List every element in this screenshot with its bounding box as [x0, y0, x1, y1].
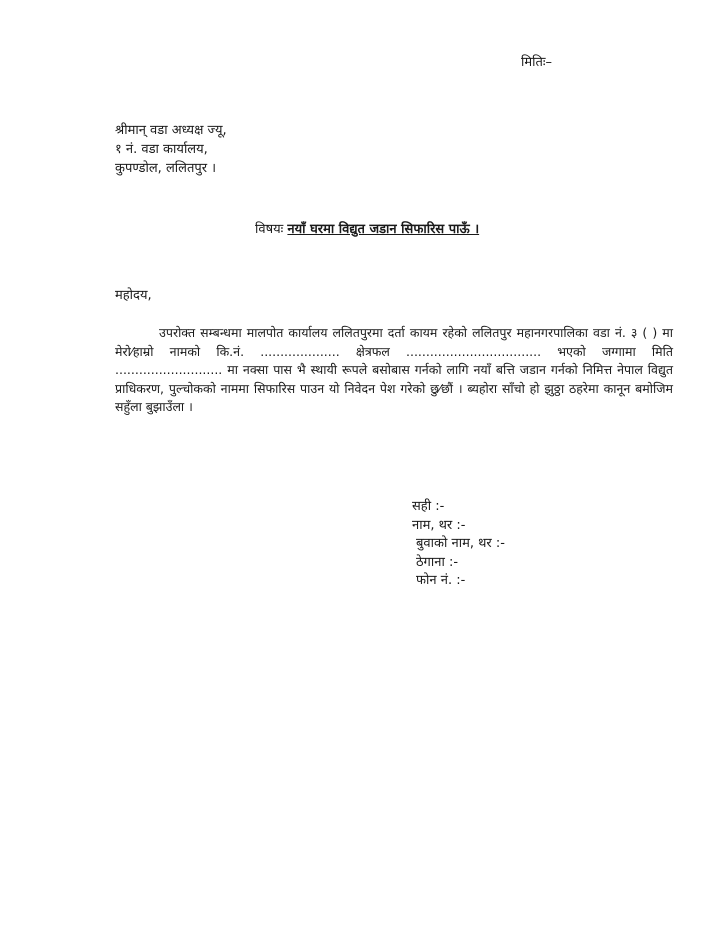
body-paragraph: उपरोक्त सम्बन्धमा मालपोत कार्यालय ललितपुरमा दर्ता कायम रहेको ललितपुर महानगरपालिका वडा नं. ३ ( ) मा मेरो⁄हाम्रो नामको कि.नं. .................... क्षेत्रफल .................................. भएको जग्गामा मिति ........................... मा नक्सा पास भै स्थायी रूपले बसोबास गर्नको लागि नयाँ बत्ति जडान गर्नको निमित्त नेपाल विद्युत प्राधिकरण, पुल्चोकको नाममा सिफारिस पाउन यो निवेदन पेश गरेको छु⁄छौं । ब्यहोरा साँचो हो झुठ्ठा ठहरेमा कानून बमोजिम सहुँला बुझाउँला ।	[115, 325, 673, 414]
date-label: मितिः–	[521, 55, 553, 70]
signature-father-name: बुवाको नाम, थर :-	[416, 536, 505, 551]
recipient-line-1: श्रीमान् वडा अध्यक्ष ज्यू,	[115, 123, 227, 138]
subject-prefix: विषयः	[255, 222, 284, 237]
recipient-address	[115, 121, 227, 178]
subject-text: नयाँ घरमा विद्युत जडान सिफारिस पाऊँ ।	[287, 222, 480, 237]
signature-block	[412, 498, 505, 591]
subject-line	[255, 219, 479, 237]
recipient-line-2: १ नं. वडा कार्यालय,	[115, 142, 208, 157]
salutation: महोदय,	[115, 288, 152, 303]
signature-address: ठेगाना :-	[416, 554, 459, 570]
signature-phone: फोन नं. :-	[416, 573, 466, 588]
recipient-line-3: कुपण्डोल, ललितपुर ।	[115, 161, 217, 176]
signature-name: नाम, थर :-	[412, 517, 466, 533]
signature-sign: सही :-	[412, 499, 445, 514]
